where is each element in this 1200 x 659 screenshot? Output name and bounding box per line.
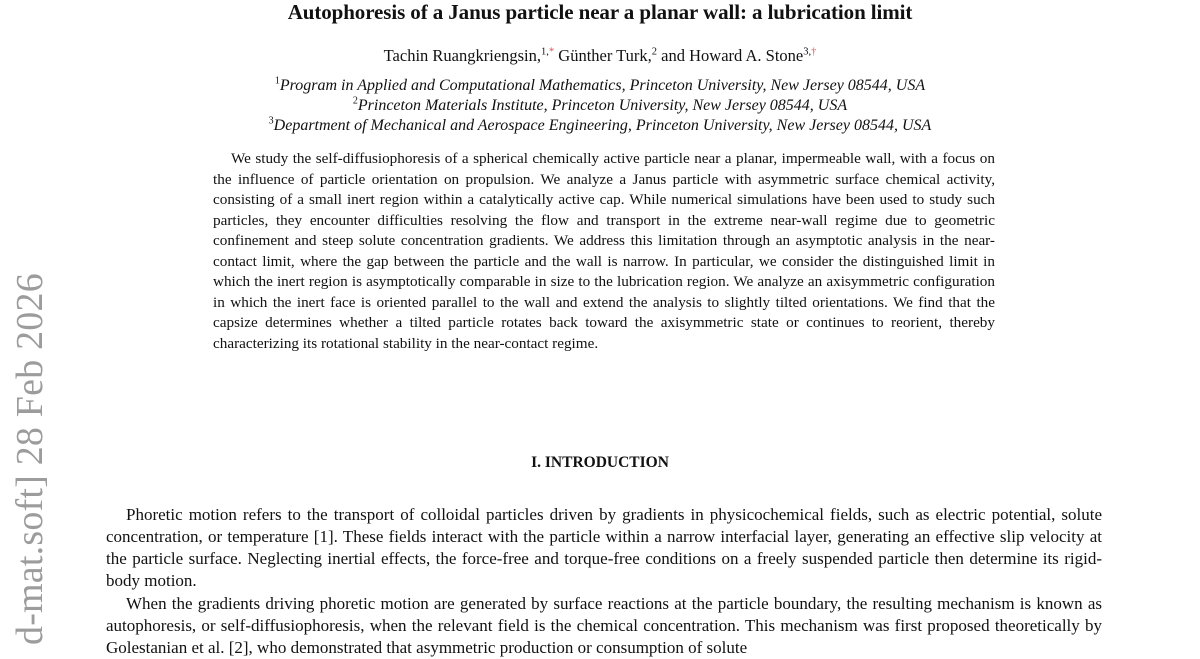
arxiv-watermark: d-mat.soft] 28 Feb 2026 — [9, 273, 51, 645]
affiliation — [0, 96, 1200, 116]
author-affil-number: 1, — [541, 46, 549, 58]
author-connector: and — [661, 46, 685, 65]
corresponding-mark[interactable]: † — [811, 46, 817, 58]
corresponding-mark[interactable]: * — [548, 46, 555, 58]
author-name: Tachin Ruangkriengsin, — [383, 46, 542, 65]
affiliation — [0, 116, 1200, 136]
body-paragraph: Phoretic motion refers to the transport of colloidal particles driven by gradients in physicochemical fields, such as electric potential, solute concentration, or temperature [1]. These fields interact with the particle within a narrow interfacial layer, generating an effective slip velocity at the particle surface. Neglecting inertial effects, the force-free and torque-free conditions on a freely suspended particle then determine its rigid-body motion. — [106, 505, 1102, 590]
author-name: Howard A. Stone — [689, 46, 804, 65]
section-heading: I. INTRODUCTION — [531, 454, 669, 471]
author-name: Günther Turk, — [558, 46, 652, 65]
affiliation-text: Program in Applied and Computational Mathematics, Princeton University, New Jersey 08544, USA — [279, 77, 926, 94]
author-affil-number: 2 — [651, 46, 658, 58]
affiliation-number: 2 — [352, 95, 358, 107]
body-paragraph: When the gradients driving phoretic motion are generated by surface reactions at the particle boundary, the resulting mechanism is known as autophoresis, or self-diffusiophoresis, when the relevant field is the chemical concentration. This mechanism was first proposed theoretically by Golestanian et al. [2], who demonstrated that asymmetric production or consumption of solute — [106, 594, 1102, 657]
abstract: We study the self-diffusiophoresis of a spherical chemically active particle near a planar, impermeable wall, with a focus on the influence of particle orientation on propulsion. We analyze a Janus particle with asymmetric surface chemical activity, consisting of a small inert region within a catalytically active cap. While numerical simulations have been used to study such particles, they encounter difficulties resolving the flow and transport in the extreme near-wall regime due to geometric confinement and steep solute concentration gradients. We address this limitation through an asymptotic analysis in the near-contact limit, where the gap between the particle and the wall is narrow. In particular, we consider the distinguished limit in which the inert region is asymptotically comparable in size to the lubrication region. We analyze an axisymmetric configuration in which the inert face is oriented parallel to the wall and extend the analysis to slightly tilted orientations. We find that the capsize determines whether a tilted particle rotates back toward the axisymmetric state or continues to reorient, thereby characterizing its rotational stability in the near-contact regime. — [213, 150, 995, 352]
affiliation — [0, 76, 1200, 96]
paper-title: Autophoresis of a Janus particle near a planar wall: a lubrication limit — [287, 0, 913, 24]
author-affil-number: 3, — [803, 46, 812, 58]
author-line — [0, 46, 1200, 66]
affiliation-number: 1 — [274, 75, 280, 87]
affiliation-number: 3 — [268, 115, 274, 127]
affiliation-text: Princeton Materials Institute, Princeton University, New Jersey 08544, USA — [357, 97, 848, 114]
affiliation-text: Department of Mechanical and Aerospace Engineering, Princeton University, New Jersey 08544, USA — [273, 117, 932, 134]
